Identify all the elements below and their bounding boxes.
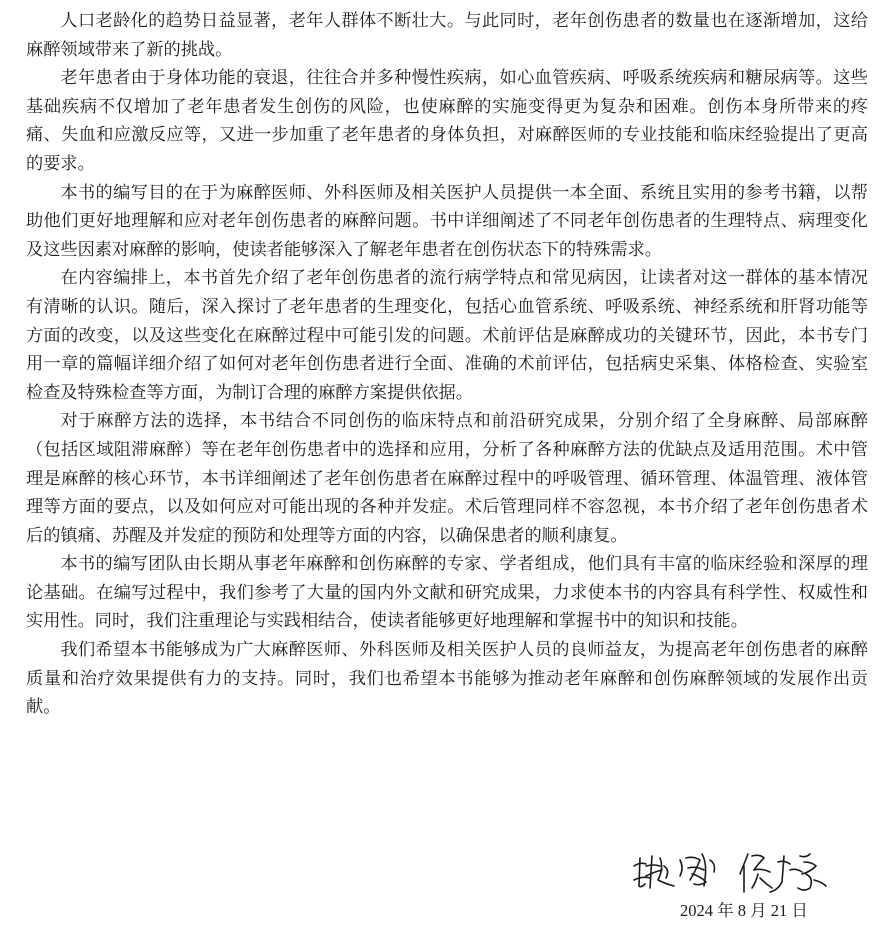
paragraph-5: 对于麻醉方法的选择，本书结合不同创伤的临床特点和前沿研究成果，分别介绍了全身麻醉、局部麻醉（包括区域阻滞麻醉）等在老年创伤患者中的选择和应用，分析了各种麻醉方法的优缺点及适用范围。术中管理是麻醉的核心环节，本书详细阐述了老年创伤患者在麻醉过程中的呼吸管理、循环管理、体温管理、液体管理等方面的要点，以及如何应对可能出现的各种并发症。术后管理同样不容忽视，本书介绍了老年创伤患者术后的镇痛、苏醒及并发症的预防和处理等方面的内容，以确保患者的顺利康复。 <box>26 411 868 546</box>
handwritten-signature <box>630 842 840 898</box>
paragraph-3: 本书的编写目的在于为麻醉医师、外科医师及相关医护人员提供一本全面、系统且实用的参考书籍，以帮助他们更好地理解和应对老年创伤患者的麻醉问题。书中详细阐述了不同老年创伤患者的生理特点、病理变化及这些因素对麻醉的影响，使读者能够深入了解老年患者在创伤状态下的特殊需求。 <box>26 182 868 260</box>
paragraph-6: 本书的编写团队由长期从事老年麻醉和创伤麻醉的专家、学者组成，他们具有丰富的临床经验和深厚的理论基础。在编写过程中，我们参考了大量的国内外文献和研究成果，力求使本书的内容具有科学性、权威性和实用性。同时，我们注重理论与实践相结合，使读者能够更好地理解和掌握书中的知识和技能。 <box>26 554 868 632</box>
paragraph-7: 我们希望本书能够成为广大麻醉医师、外科医师及相关医护人员的良师益友，为提高老年创伤患者的麻醉质量和治疗效果提供有力的支持。同时，我们也希望本书能够为推动老年麻醉和创伤麻醉领域的发展作出贡献。 <box>26 640 868 718</box>
signature-drawing <box>630 842 840 898</box>
preface-body <box>26 7 868 722</box>
paragraph-1: 人口老龄化的趋势日益显著，老年人群体不断壮大。与此同时，老年创伤患者的数量也在逐渐增加，这给麻醉领域带来了新的挑战。 <box>26 11 868 60</box>
preface-date: 2024 年 8 月 21 日 <box>680 901 808 920</box>
paragraph-2: 老年患者由于身体功能的衰退，往往合并多种慢性疾病，如心血管疾病、呼吸系统疾病和糖尿病等。这些基础疾病不仅增加了老年患者发生创伤的风险，也使麻醉的实施变得更为复杂和困难。创伤本身所带来的疼痛、失血和应激反应等，又进一步加重了老年患者的身体负担，对麻醉医师的专业技能和临床经验提出了更高的要求。 <box>26 68 868 174</box>
paragraph-4: 在内容编排上，本书首先介绍了老年创伤患者的流行病学特点和常见病因，让读者对这一群体的基本情况有清晰的认识。随后，深入探讨了老年患者的生理变化，包括心血管系统、呼吸系统、神经系统和肝肾功能等方面的改变，以及这些变化在麻醉过程中可能引发的问题。术前评估是麻醉成功的关键环节，因此，本书专门用一章的篇幅详细介绍了如何对老年创伤患者进行全面、准确的术前评估，包括病史采集、体格检查、实验室检查及特殊检查等方面，为制订合理的麻醉方案提供依据。 <box>26 268 868 403</box>
